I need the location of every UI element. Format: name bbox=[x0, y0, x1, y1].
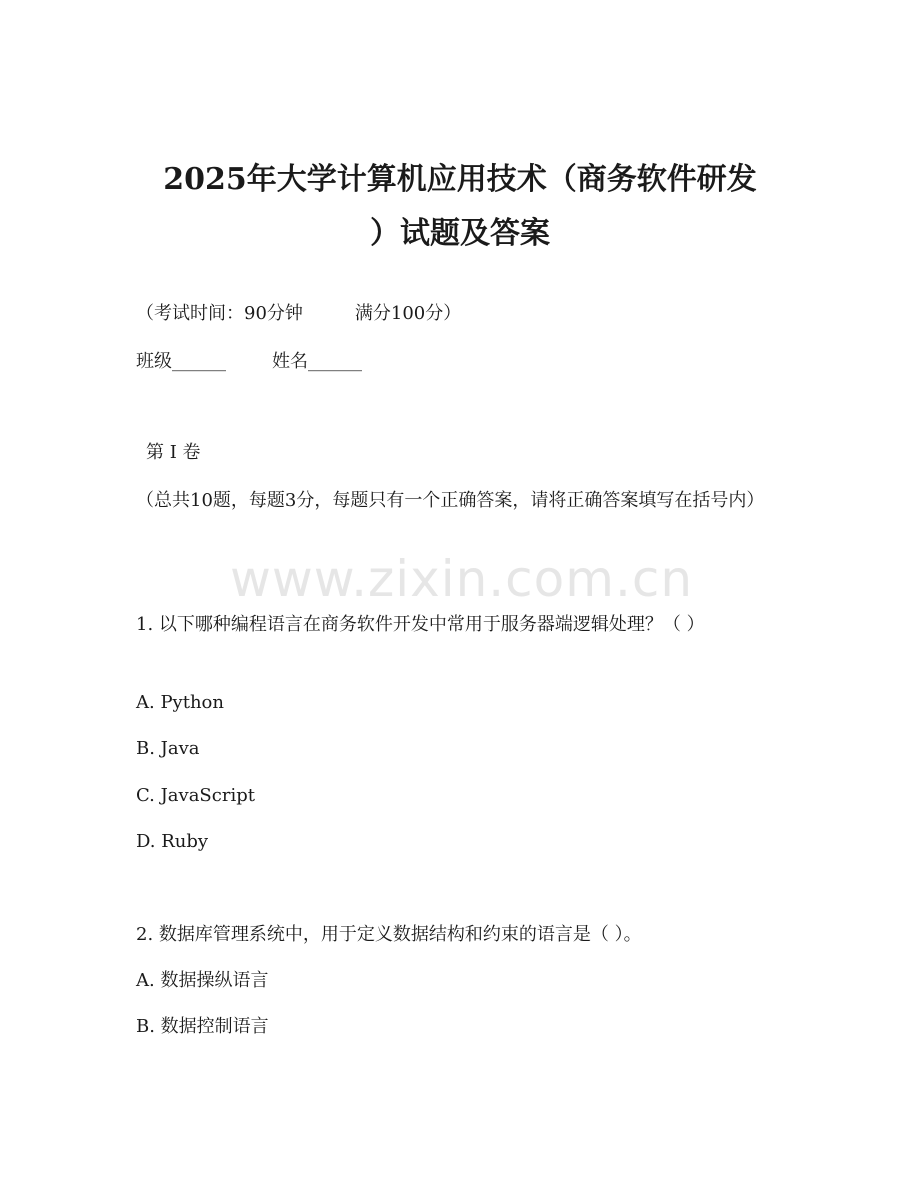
question-1-option-a: A. Python bbox=[136, 692, 224, 713]
title-line-2: ）试题及答案 bbox=[370, 216, 550, 251]
name-field: 姓名______ bbox=[272, 351, 362, 372]
question-1-option-d: D. Ruby bbox=[136, 831, 209, 852]
title-line-1: 2025年大学计算机应用技术（商务软件研发 bbox=[163, 162, 757, 197]
student-fields bbox=[136, 350, 362, 374]
question-2-option-a: A. 数据操纵语言 bbox=[136, 970, 269, 991]
class-field: 班级______ bbox=[136, 351, 226, 372]
watermark: www.zixin.com.cn bbox=[230, 550, 694, 608]
question-2-option-b: B. 数据控制语言 bbox=[136, 1016, 269, 1037]
question-1-stem: 1. 以下哪种编程语言在商务软件开发中常用于服务器端逻辑处理？（ ） bbox=[136, 614, 705, 635]
section-title: 第 I 卷 bbox=[146, 442, 201, 463]
exam-score: 满分100分） bbox=[354, 303, 462, 324]
section-instruction: （总共10题，每题3分，每题只有一个正确答案，请将正确答案填写在括号内） bbox=[136, 490, 765, 511]
question-1-option-c: C. JavaScript bbox=[136, 785, 255, 806]
exam-info bbox=[136, 302, 461, 326]
document-title bbox=[60, 153, 860, 261]
question-1-option-b: B. Java bbox=[136, 738, 200, 759]
question-2-stem: 2. 数据库管理系统中，用于定义数据结构和约束的语言是（ ）。 bbox=[136, 924, 642, 945]
exam-time: （考试时间：90分钟 bbox=[136, 303, 303, 324]
